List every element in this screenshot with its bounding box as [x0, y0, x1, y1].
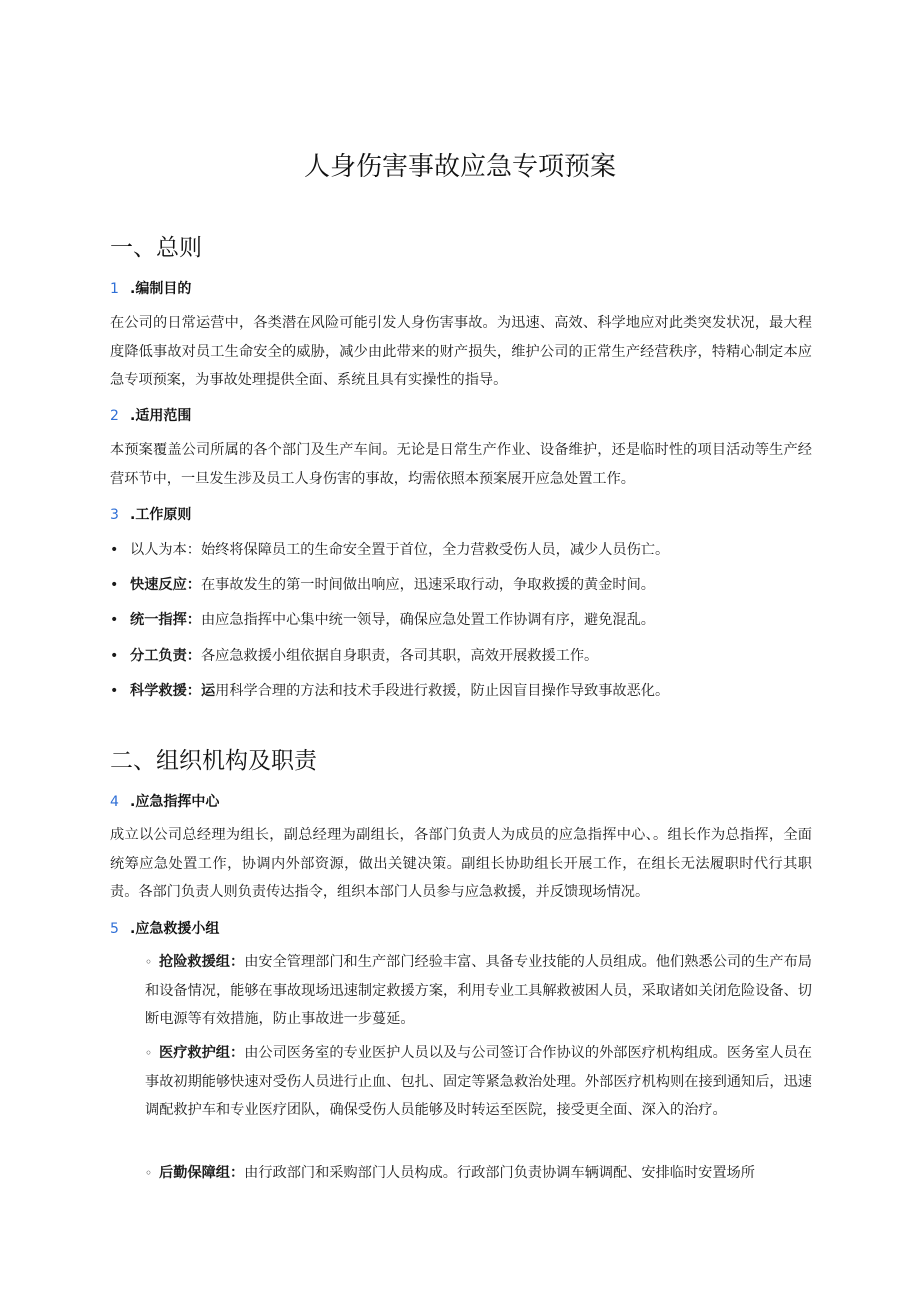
- circle-bullet-icon: ◦: [145, 955, 153, 969]
- bullet-icon: •: [110, 648, 119, 664]
- subsection-number: 4: [110, 794, 119, 810]
- group-term: 医疗救护组：: [159, 1045, 245, 1061]
- subsection-number: 2: [110, 408, 119, 424]
- subsection-label: .应急指挥中心: [130, 794, 220, 810]
- document-title: 人身伤害事故应急专项预案: [303, 152, 616, 182]
- subsection-heading-purpose: [110, 278, 191, 298]
- circle-bullet-icon: ◦: [145, 1166, 153, 1180]
- subsection-heading-rescue-teams: [110, 918, 219, 938]
- group-text: 由公司医务室的专业医护人员以及与公司签订合作协议的外部医疗机构组成。医务室人员在事故初期能够快速对受伤人员进行止血、包扎、固定等紧急救治处理。外部医疗机构则在接到通知后，迅速调配救护车和专业医疗团队，确保受伤人员能够及时转运至医院，接受更全面、深入的治疗。: [145, 1045, 812, 1118]
- section-heading-general: 一、总则: [110, 235, 202, 261]
- bullet-text: 各应急救援小组依据自身职责，各司其职，高效开展救援工作。: [200, 648, 599, 664]
- bullet-text: 由应急指挥中心集中统一领导，确保应急处置工作协调有序，避免混乱。: [200, 612, 655, 628]
- principle-bullet: [110, 575, 812, 595]
- rescue-group-item: [145, 948, 812, 1034]
- bullet-icon: •: [110, 577, 119, 593]
- bullet-text: 以人为本：始终将保障员工的生命安全置于首位，全力营救受伤人员，减少人员伤亡。: [130, 542, 670, 558]
- subsection-number: 5: [110, 921, 119, 937]
- group-text: 由行政部门和采购部门人员构成。行政部门负责协调车辆调配、安排临时安置场所: [244, 1165, 755, 1181]
- paragraph-purpose: 在公司的日常运营中，各类潜在风险可能引发人身伤害事故。为迅速、高效、科学地应对此类突发状况，最大程度降低事故对员工生命安全的威胁，减少由此带来的财产损失，维护公司的正常生产经营秩序，特精心制定本应急专项预案，为事故处理提供全面、系统且具有实操性的指导。: [110, 315, 812, 388]
- bullet-term: 分工负责：: [130, 648, 201, 664]
- principle-bullet: [110, 681, 812, 701]
- bullet-icon: •: [110, 683, 119, 699]
- subsection-number: 1: [110, 281, 119, 297]
- subsection-heading-principles: [110, 504, 191, 524]
- bullet-text: 用科学合理的方法和技术手段进行救援，防止因盲目操作导致事故恶化。: [215, 683, 670, 699]
- rescue-group-item: [145, 1159, 812, 1188]
- bullet-term: 科学救援：运: [130, 683, 216, 699]
- bullet-term: 统一指挥：: [130, 612, 201, 628]
- bullet-term: 快速反应：: [130, 577, 201, 593]
- paragraph-command-center: 成立以公司总经理为组长，副总经理为副组长，各部门负责人为成员的应急指挥中心、。组长作为总指挥，全面统筹应急处置工作，协调内外部资源，做出关键决策。副组长协助组长开展工作，在组长无法履职时代行其职责。各部门负责人则负责传达指令，组织本部门人员参与应急救援，并反馈现场情况。: [110, 827, 812, 900]
- group-term: 后勤保障组：: [159, 1165, 245, 1181]
- subsection-label: .应急救援小组: [130, 921, 220, 937]
- subsection-label: .适用范围: [130, 408, 192, 424]
- paragraph-scope: 本预案覆盖公司所属的各个部门及生产车间。无论是日常生产作业、设备维护，还是临时性的项目活动等生产经营环节中，一旦发生涉及员工人身伤害的事故，均需依照本预案展开应急处置工作。: [110, 442, 812, 487]
- subsection-number: 3: [110, 507, 119, 523]
- circle-bullet-icon: ◦: [145, 1046, 153, 1060]
- principle-bullet: [110, 646, 812, 666]
- rescue-group-item: [145, 1039, 812, 1125]
- subsection-heading-scope: [110, 405, 191, 425]
- group-term: 抢险救援组：: [159, 954, 245, 970]
- bullet-icon: •: [110, 542, 119, 558]
- subsection-label: .编制目的: [130, 281, 192, 297]
- subsection-label: .工作原则: [130, 507, 192, 523]
- bullet-text: 在事故发生的第一时间做出响应，迅速采取行动，争取救援的黄金时间。: [200, 577, 655, 593]
- group-text: 由安全管理部门和生产部门经验丰富、具备专业技能的人员组成。他们熟悉公司的生产布局和设备情况，能够在事故现场迅速制定救援方案，利用专业工具解救被困人员，采取诸如关闭危险设备、切断电源等有效措施，防止事故进一步蔓延。: [145, 954, 812, 1027]
- section-heading-organization: 二、组织机构及职责: [110, 748, 317, 774]
- bullet-icon: •: [110, 612, 119, 628]
- subsection-heading-command-center: [110, 791, 219, 811]
- principle-bullet: [110, 610, 812, 630]
- principle-bullet: [110, 540, 812, 560]
